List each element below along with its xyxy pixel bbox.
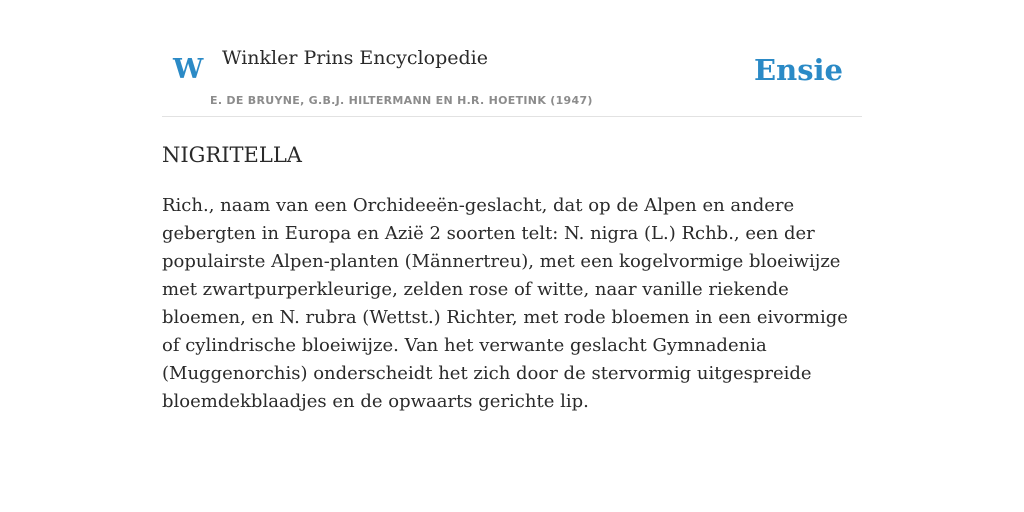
publication-title: Winkler Prins Encyclopedie [222,47,488,69]
authors-line: E. DE BRUYNE, G.B.J. HILTERMANN EN H.R. HOETINK (1947) [210,94,593,107]
winkler-prins-logo: W [173,54,204,85]
ensie-brand-link[interactable]: Ensie [754,53,843,87]
page-header [162,0,862,117]
article-headword: NIGRITELLA [162,143,302,167]
article-body: Rich., naam van een Orchideeën-geslacht, dat op de Alpen en andere gebergten in Europa en Azië 2 soorten telt: N. nigra (L.) Rchb., een der populairste Alpen-planten (Männertreu), met een kogelvormige bloeiwijze met zwartpurperkleurige, zelden rose of witte, naar vanille riekende bloemen, en N. rubra (Wettst.) Richter, met rode bloemen in een eivormige of cylindrische bloeiwijze. Van het verwante geslacht Gymnadenia (Muggenorchis) onderscheidt het zich door de stervormig uitgespreide bloemdekblaadjes en de opwaarts gerichte lip. [162,195,848,412]
